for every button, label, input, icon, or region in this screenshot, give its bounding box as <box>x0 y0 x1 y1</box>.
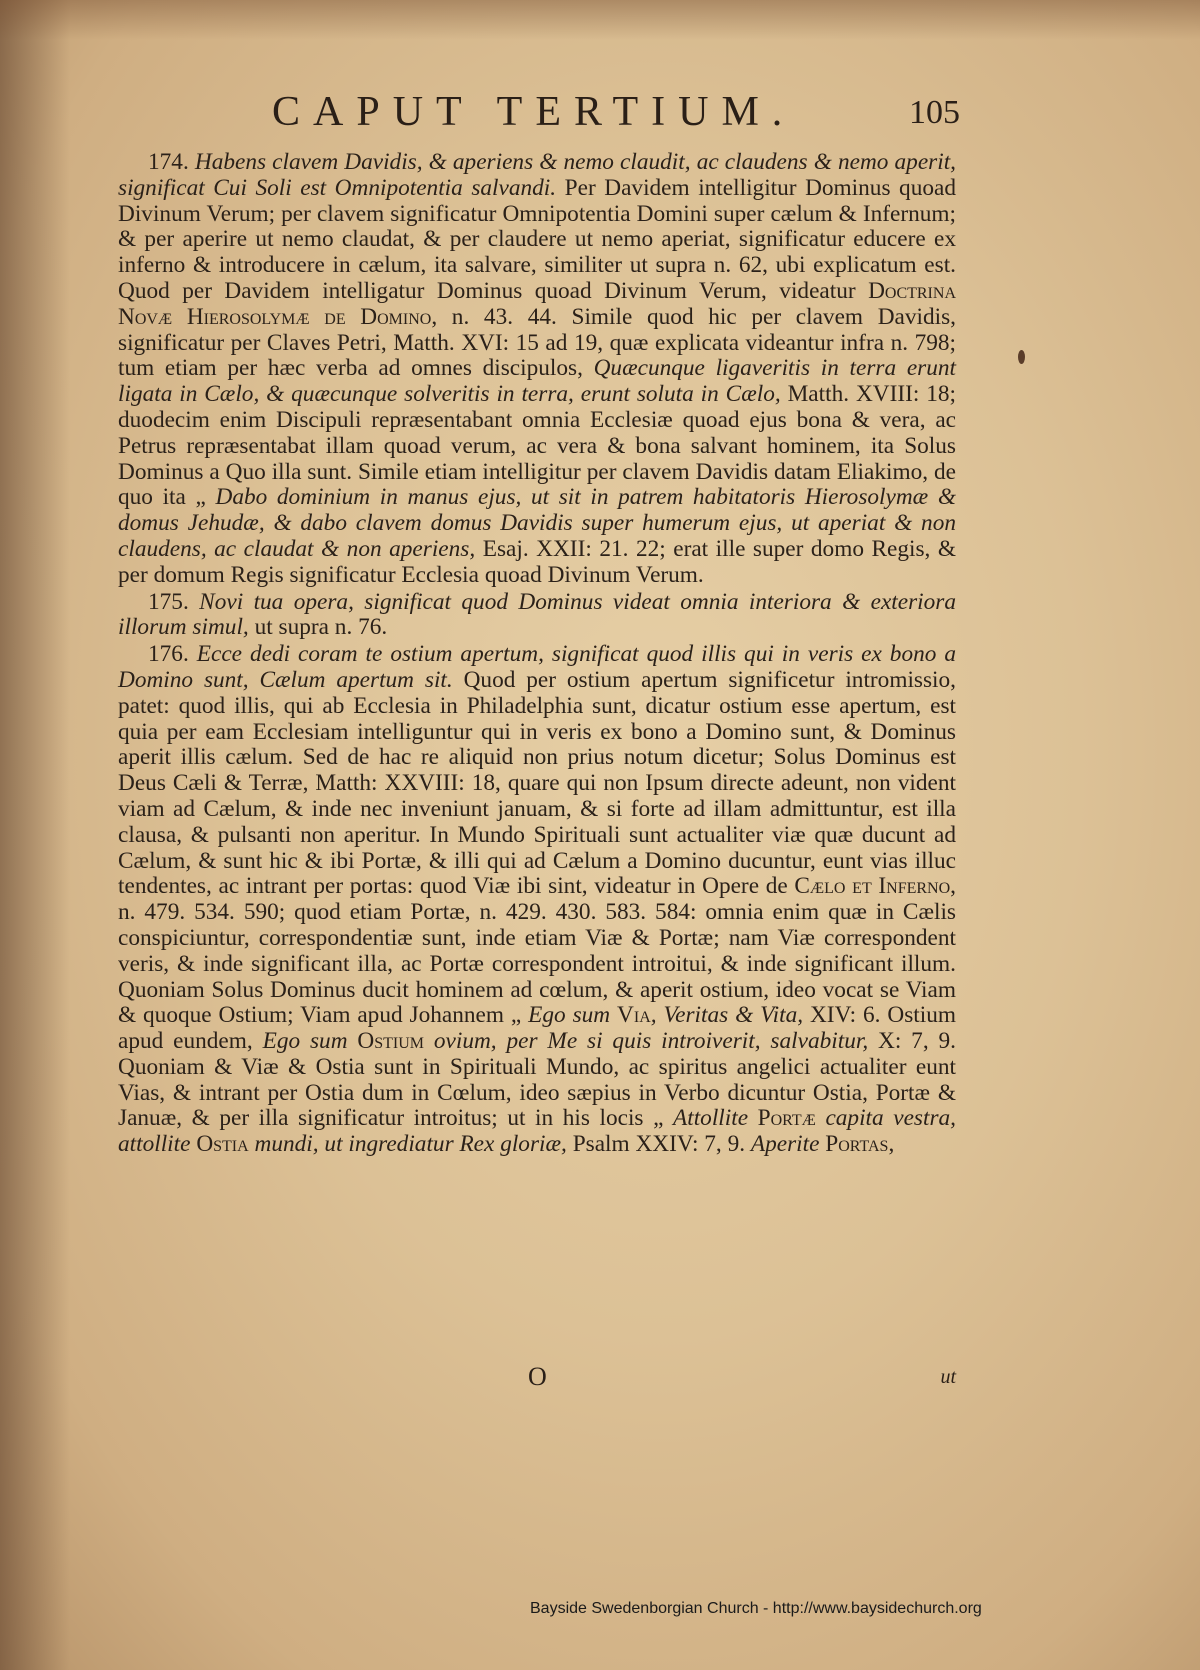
spine-shadow <box>0 0 70 1670</box>
text-run: Ecce dedi coram te ostium apertum, significat quod illis qui in veris ex bono a Domino sunt, Cælum apertum sit. <box>118 641 957 693</box>
text-run: Portas <box>825 1131 889 1158</box>
text-run: ut supra n. 76. <box>248 614 388 641</box>
text-run: Via <box>617 1002 651 1029</box>
text-run: , n. 43. 44. Simile quod hic per clavem Davidis, significatur per Claves Petri, Matth. XVI: 15 ad 19, quæ explicata videantur infra n. 798; tum etiam per hæc verba ad omnes discipulos, <box>118 303 957 382</box>
text-run: 176. <box>148 641 197 668</box>
text-run: ovium, per Me si quis introiverit, salvabitur, <box>424 1028 869 1055</box>
text-run: Aperite <box>750 1131 826 1158</box>
text-run: Psalm XXIV: 7, 9. <box>566 1131 751 1158</box>
text-run: Veritas & Vita, <box>663 1002 804 1029</box>
signature-mark: O <box>528 1362 547 1391</box>
text-run: capita vestra, attollite <box>118 1105 957 1158</box>
text-run: 174. <box>148 149 195 175</box>
text-run: Portæ <box>757 1105 816 1132</box>
text-run: X: 7, 9. Quoniam & Viæ & Ostia sunt in Spirituali Mundo, ac spiritus angelici actualiter eunt Vias, & intrant per Ostia dum in Cœlum, ideo sæpius in Verbo dicuntur Ostia, Portæ & Januæ, & per illa significatur introitus; ut in his locis „ <box>118 1028 956 1132</box>
text-run: Matth. XVIII: 18; duodecim enim Discipuli repræsentabant omnia Ecclesiæ quoad ejus bona & vera, ac Petrus repræsentabat illam quoad verum, ac vera & bona salvant hominem, ita Solus Dominus a Quo illa sunt. Simile etiam intelligitur per clavem Davidis datam Eliakimo, de quo ita „ <box>118 381 956 511</box>
top-edge-shadow <box>0 0 1200 40</box>
catchword: ut <box>940 1366 956 1388</box>
text-run: Per Davidem intelligitur Dominus quoad Divinum Verum; per clavem significatur Omnipotentia Domini super cælum & Infernum; & per aperire ut nemo claudat, & per claudere ut nemo aperiat, significatur educere ex inferno & introducere in cælum, ita salvare, similiter ut supra n. 62, ubi explicatum est. Quod per Davidem intelligatur Dominus quoad Divinum Verum, videatur <box>118 174 956 304</box>
text-run: , n. 479. 534. 590; quod etiam Portæ, n. 429. 430. 583. 584: omnia enim quæ in Cælis conspiciuntur, correspondentiæ sunt, inde etiam Viæ & Portæ; nam Viæ correspondent veris, & inde significant illa, ac Portæ correspondent introitui, & inde significant illum. Quoniam Solus Dominus ducit hominem ad cœlum, & aperit ostium, ideo vocat se Viam & quoque Ostium; Viam apud Johannem „ <box>118 873 956 1029</box>
text-run: Habens clavem Davidis, & aperiens & nemo claudit, ac claudens & nemo aperit, significat Cui Soli est Omnipotentia salvandi. <box>118 149 957 201</box>
watermark-credit: Bayside Swedenborgian Church - http://www.baysidechurch.org <box>530 1600 982 1617</box>
text-run: Ego sum <box>262 1028 358 1055</box>
text-run: , <box>650 1002 664 1029</box>
paragraph-2 <box>118 590 956 642</box>
ink-blot <box>1018 350 1025 364</box>
body-text <box>118 150 956 1158</box>
page-number: 105 <box>909 94 960 131</box>
paragraph-3 <box>118 642 956 1158</box>
text-run: Ostium <box>357 1028 424 1055</box>
text-run: mundi, ut ingrediatur Rex gloriæ, <box>248 1131 567 1158</box>
text-run: Quæcunque ligaveritis in terra erunt ligata in Cælo, & quæcunque solveritis in terra, erunt soluta in Cælo, <box>118 355 956 408</box>
page-header <box>110 88 980 138</box>
text-run: Cælo et Inferno <box>794 873 951 900</box>
text-run: Quod per ostium apertum significetur intromissio, patet: quod illis, qui ab Ecclesia in Philadelphia sunt, dicatur ostium esse apertum, est quia per eam Ecclesiam intelliguntur qui in veris ex bono a Domino sunt, & Dominus aperit illis cælum. Sed de hac re aliquid non prius notum dicetur; Solus Dominus est Deus Cæli & Terræ, Matth: XXVIII: 18, quare qui non Ipsum directe adeunt, non vident viam ad Cælum, & inde nec inveniunt januam, & si forte ad illam admittuntur, est illa clausa, & pulsanti non aperitur. In Mundo Spirituali sunt actualiter viæ quæ ducunt ad Cælum, & sunt hic & ibi Portæ, & illi qui ad Cælum a Domino ducuntur, eunt vias illuc tendentes, ac intrant per portas: quod Viæ ibi sint, videatur in Opere de <box>118 666 956 900</box>
text-run: Esaj. XXII: 21. 22; erat ille super domo Regis, & per domum Regis significatur Ecclesia quoad Divinum Verum. <box>118 535 957 588</box>
text-run: , <box>888 1131 895 1158</box>
text-run: Attollite <box>673 1105 758 1132</box>
text-run: Novi tua opera, significat quod Dominus videat omnia interiora & exteriora illorum simul, <box>118 588 957 641</box>
running-head: CAPUT TERTIUM. <box>272 89 796 135</box>
text-run: 175. <box>148 588 200 615</box>
text-run: Doctrina Novæ Hierosolymæ de Domino <box>118 277 956 330</box>
text-run: Ego sum <box>528 1002 618 1029</box>
text-run: XIV: 6. Ostium apud eundem, <box>118 1002 957 1055</box>
text-run: Ostia <box>196 1131 249 1158</box>
paragraph-1 <box>118 150 956 589</box>
page-footer <box>118 1362 956 1392</box>
text-run: Dabo dominium in manus ejus, ut sit in patrem habitatoris Hierosolymæ & domus Jehudæ, & dabo clavem domus Davidis super humerum ejus, ut aperiat & non claudens, ac claudat & non aperiens, <box>118 484 956 562</box>
